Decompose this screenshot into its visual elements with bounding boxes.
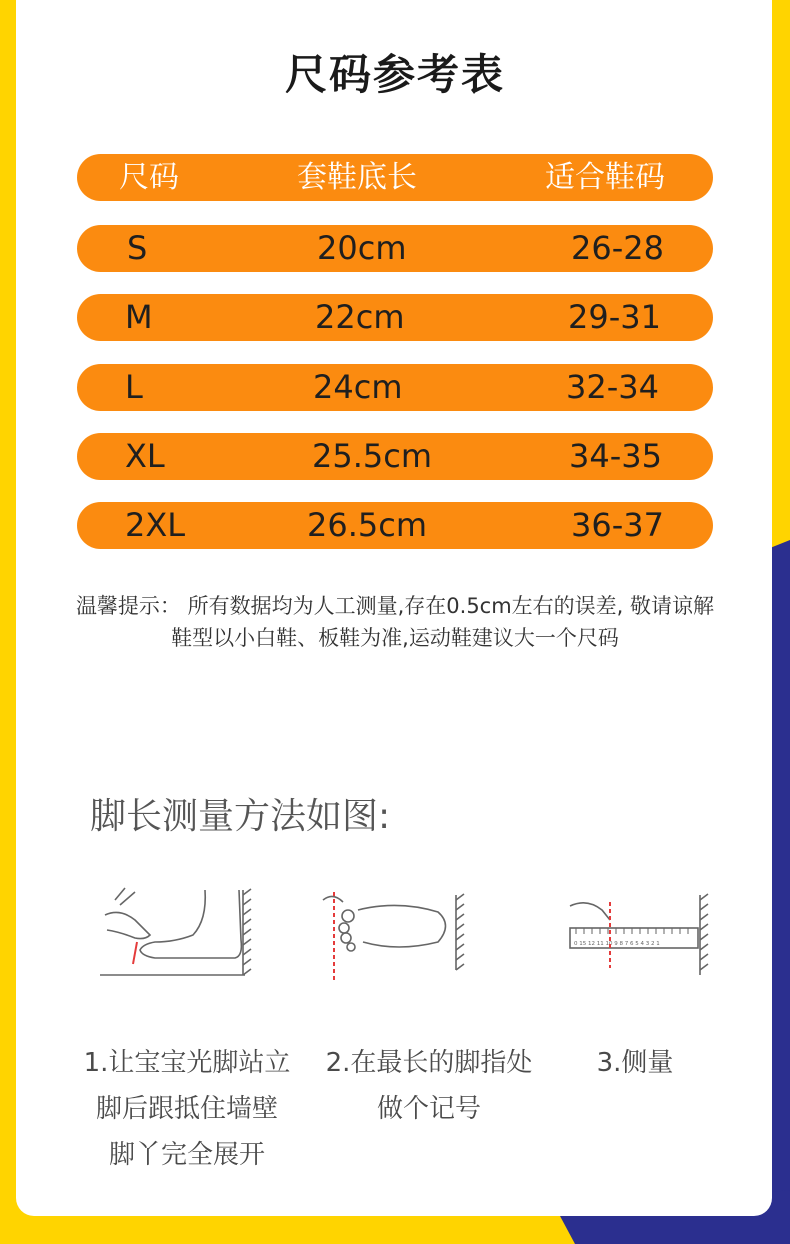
- cell-shoe: 29-31: [568, 298, 661, 336]
- cell-size: XL: [125, 437, 165, 475]
- ruler-ticks: 0 15 12 11 10 9 8 7 6 5 4 3 2 1: [574, 941, 660, 947]
- cell-size: L: [125, 368, 143, 406]
- cell-length: 22cm: [315, 298, 405, 336]
- table-row: [77, 433, 713, 480]
- foot-side-icon: [95, 880, 265, 990]
- step-3-line-1: 3.侧量: [596, 1048, 674, 1078]
- step-2-caption: [318, 1040, 540, 1132]
- cell-length: 20cm: [317, 229, 407, 267]
- header-length: 套鞋底长: [297, 160, 417, 195]
- page-title: 尺码参考表: [284, 50, 505, 99]
- table-row: [77, 502, 713, 549]
- cell-shoe: 34-35: [569, 437, 662, 475]
- cell-length: 26.5cm: [307, 506, 428, 544]
- cell-length: 24cm: [313, 368, 403, 406]
- cell-size: 2XL: [125, 506, 186, 544]
- step-1-line-2: 脚后跟抵住墙壁: [95, 1094, 278, 1124]
- cell-size: S: [127, 229, 148, 267]
- step-3-caption: [560, 1040, 710, 1086]
- step-2-line-2: 做个记号: [376, 1094, 481, 1124]
- tip-line-2: 鞋型以小白鞋、板鞋为准,运动鞋建议大一个尺码: [171, 626, 619, 650]
- cell-length: 25.5cm: [312, 437, 433, 475]
- measure-title: 脚长测量方法如图:: [90, 796, 391, 837]
- table-header: [77, 154, 713, 201]
- step-1-line-3: 脚丫完全展开: [108, 1140, 265, 1170]
- step-2-line-1: 2.在最长的脚指处: [325, 1048, 533, 1078]
- cell-size: M: [125, 298, 153, 336]
- tip-line-1: 温馨提示： 所有数据均为人工测量,存在0.5cm左右的误差, 敬请谅解: [75, 594, 715, 618]
- step-1-caption: [76, 1040, 298, 1178]
- cell-shoe: 32-34: [566, 368, 659, 406]
- cell-shoe: 26-28: [571, 229, 664, 267]
- table-row: [77, 364, 713, 411]
- ruler-icon: [562, 880, 712, 990]
- foot-top-icon: [318, 880, 468, 990]
- step-1-line-1: 1.让宝宝光脚站立: [83, 1048, 291, 1078]
- header-size: 尺码: [119, 160, 179, 195]
- table-row: [77, 225, 713, 272]
- header-shoe: 适合鞋码: [545, 160, 665, 195]
- cell-shoe: 36-37: [571, 506, 664, 544]
- table-row: [77, 294, 713, 341]
